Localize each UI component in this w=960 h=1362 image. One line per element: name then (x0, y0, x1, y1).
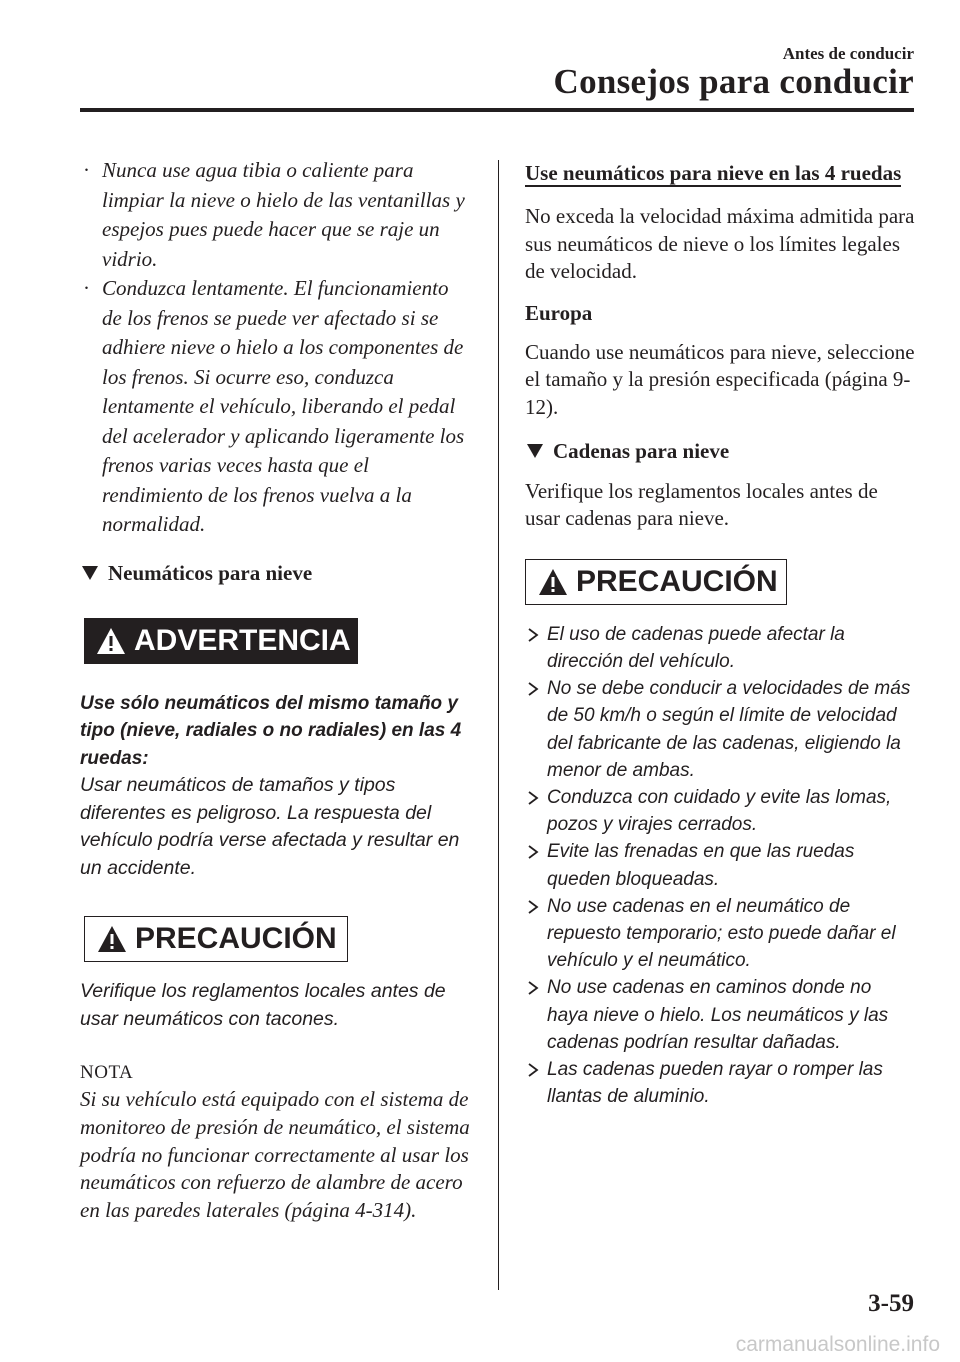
chevron-right-icon (527, 900, 539, 914)
tips-list (80, 156, 470, 540)
caution-list (525, 621, 915, 1111)
chevron-right-icon (527, 981, 539, 995)
warning-badge (84, 618, 358, 664)
chevron-right-icon (527, 628, 539, 642)
warning-triangle-icon (538, 568, 568, 596)
caution-badge (84, 916, 348, 962)
list-item (525, 974, 915, 1056)
chevron-right-icon (527, 791, 539, 805)
caution-item-text: Conduzca con cuidado y evite las lomas, pozos y virajes cerrados. (547, 786, 892, 836)
chevron-right-icon (527, 1063, 539, 1077)
section-heading-chains (525, 436, 915, 466)
warning-badge-wrap (84, 618, 470, 664)
header-subtitle: Antes de conducir (782, 44, 914, 63)
bullet-dot-icon: · (83, 276, 90, 300)
bullet-text: Conduzca lentamente. El funcionamiento de los frenos se puede ver afectado si se adhiere nieve o hielo a los componentes de los frenos. Si ocurre eso, conduzca lentamente el vehículo, liberando el pedal del acelerador y aplicando ligeramente los frenos varias veces hasta que el rendimiento de los frenos vuelva a la normalidad. (102, 276, 465, 536)
triangle-down-icon (82, 566, 98, 580)
list-item (80, 156, 470, 274)
chevron-right-icon (527, 682, 539, 696)
note-text: Si su vehículo está equipado con el sistema de monitoreo de presión de neumático, el sistema podría no funcionar correctamente al usar los neumáticos con refuerzo de alambre de acero en las paredes laterales (página 4-314). (80, 1087, 470, 1223)
caution-label: PRECAUCIÓN (576, 564, 778, 598)
list-item (525, 784, 915, 838)
page-title: Consejos para conducir (553, 62, 914, 101)
europe-label: Europa (525, 300, 593, 325)
warning-text: Usar neumáticos de tamaños y tipos diferentes es peligroso. La respuesta del vehículo podría verse afectada y resultar en un accidente. (80, 774, 460, 879)
caution-label: PRECAUCIÓN (135, 922, 337, 955)
warning-triangle-icon (96, 627, 126, 655)
right-column (525, 160, 915, 1110)
section-heading-snow-tires (80, 558, 470, 588)
left-column (80, 156, 470, 1225)
bullet-text: Nunca use agua tibia o caliente para limpiar la nieve o hielo de las ventanillas y espejos pues puede hacer que se raje un vidrio. (102, 158, 465, 271)
chains-text: Verifique los reglamentos locales antes de usar cadenas para nieve. (525, 478, 878, 531)
header-rule (80, 108, 914, 112)
section-heading-text: Neumáticos para nieve (108, 560, 313, 585)
heading-four-wheels (525, 160, 915, 187)
warning-label: ADVERTENCIA (134, 623, 351, 657)
caution-badge-wrap (525, 559, 915, 605)
europe-text: Cuando use neumáticos para nieve, seleccione el tamaño y la presión especificada (página 9-12). (525, 339, 915, 419)
heading-four-wheels-text: Use neumáticos para nieve en las 4 ruedas (525, 161, 902, 185)
caution-item-text: No use cadenas en caminos donde no haya nieve o hielo. Los neumáticos y las cadenas podrían resultar dañadas. (547, 977, 889, 1053)
bullet-dot-icon: · (83, 158, 90, 182)
triangle-down-icon (527, 444, 543, 458)
column-divider (498, 160, 499, 1290)
caution-item-text: Evite las frenadas en que las ruedas queden bloqueadas. (547, 841, 855, 890)
chevron-right-icon (527, 845, 539, 859)
caution-badge (525, 559, 787, 605)
page-number: 3-59 (868, 1290, 914, 1317)
list-item (525, 675, 915, 784)
watermark: carmanualsonline.info (735, 1333, 940, 1356)
caution-badge-wrap (84, 916, 470, 962)
list-item (525, 838, 915, 892)
list-item (525, 893, 915, 975)
list-item (525, 1056, 915, 1110)
list-item (80, 274, 470, 540)
caution-text: Verifique los reglamentos locales antes de usar neumáticos con tacones. (80, 980, 446, 1030)
warning-bold-text: Use sólo neumáticos del mismo tamaño y tipo (nieve, radiales o no radiales) en las 4 ruedas: (80, 692, 462, 769)
note-label: NOTA (80, 1062, 134, 1083)
caution-item-text: Las cadenas pueden rayar o romper las llantas de aluminio. (547, 1059, 883, 1108)
list-item (525, 621, 915, 675)
section-heading-text: Cadenas para nieve (553, 438, 730, 463)
speed-text: No exceda la velocidad máxima admitida para sus neumáticos de nieve o los límites legales de velocidad. (525, 204, 915, 284)
caution-item-text: No use cadenas en el neumático de repuesto temporario; esto puede dañar el vehículo y el neumático. (547, 895, 896, 972)
warning-triangle-icon (97, 925, 127, 953)
caution-item-text: No se debe conducir a velocidades de más de 50 km/h o según el límite de velocidad del fabricante de las cadenas, eligiendo la menor de ambas. (547, 678, 911, 781)
caution-item-text: El uso de cadenas puede afectar la dirección del vehículo. (547, 623, 845, 672)
